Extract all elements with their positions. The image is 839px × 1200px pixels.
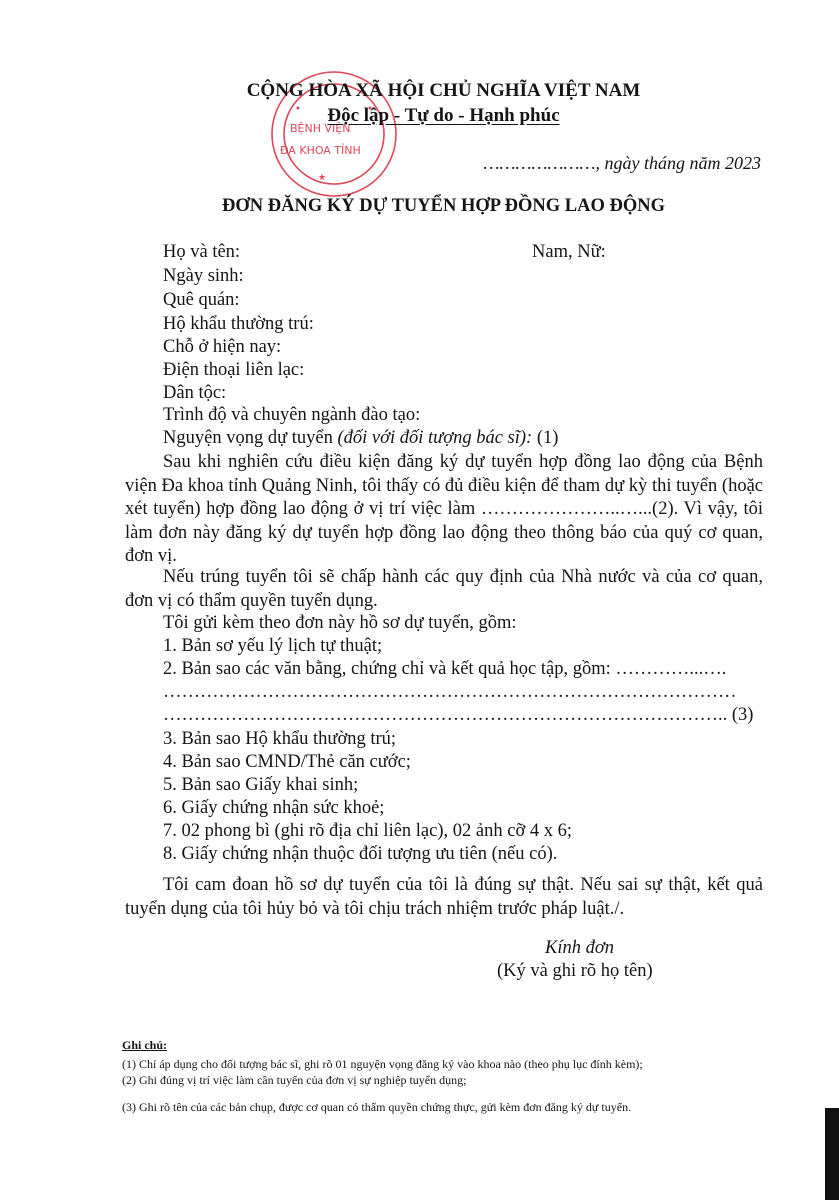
scan-edge-mark [825,1108,839,1200]
field-dob: Ngày sinh: [163,266,244,286]
field-preference: Nguyện vọng dự tuyển (đối với đối tượng bác sĩ): (1) [163,428,559,448]
signature-greeting: Kính đơn [545,938,614,958]
stamp-line-2: ĐA KHOA TỈNH [280,144,361,157]
list-item: 3. Bản sao Hộ khẩu thường trú; [163,729,397,749]
field-current-address: Chỗ ở hiện nay: [163,337,282,357]
field-ethnicity: Dân tộc: [163,383,227,403]
paragraph-eligibility: Sau khi nghiên cứu điều kiện đăng ký dự tuyển hợp đồng lao động của Bệnh viện Đa khoa tỉnh Quảng Ninh, tôi thấy có đủ điều kiện để tham dự kỳ thi tuyển (hoặc xét tuyển) hợp đồng lao động ở vị trí việc làm …………………..…...(2). Vì vậy, tôi làm đơn này đăng ký dự tuyển hợp đồng lao động theo thông báo của quý cơ quan, đơn vị. [125,452,763,567]
stamp-line-1: BỆNH VIỆN [290,122,351,135]
republic-heading: CỘNG HÒA XÃ HỘI CHỦ NGHĨA VIỆT NAM [246,80,641,101]
field-gender: Nam, Nữ: [532,242,606,262]
notes-heading: Ghi chú: [122,1038,168,1052]
list-item-dotted: ………………………………………………………………………………… [163,682,737,702]
paragraph-commitment: Nếu trúng tuyển tôi sẽ chấp hành các quy định của Nhà nước và của cơ quan, đơn vị có thẩm quyền tuyển dụng. [125,567,763,611]
list-item: 4. Bản sao CMND/Thẻ căn cước; [163,752,411,772]
field-name: Họ và tên: [163,242,241,262]
list-item: 2. Bản sao các văn bằng, chứng chỉ và kết quả học tập, gồm: …………...…. [163,659,727,679]
date-line: …………………, ngày tháng năm 2023 [483,153,761,173]
field-residence: Hộ khẩu thường trú: [163,314,314,334]
note-1: (1) Chỉ áp dụng cho đối tượng bác sĩ, ghi rõ 01 nguyện vọng đăng ký vào khoa nào (theo phụ lục đính kèm); [122,1057,643,1071]
svg-text:★: ★ [318,173,327,183]
list-item: 7. 02 phong bì (ghi rõ địa chỉ liên lạc), 02 ảnh cỡ 4 x 6; [163,821,572,841]
list-item: 6. Giấy chứng nhận sức khoẻ; [163,798,385,818]
field-phone: Điện thoại liên lạc: [163,360,305,380]
motto-heading: Độc lập - Tự do - Hạnh phúc [327,105,560,126]
field-education: Trình độ và chuyên ngành đào tạo: [163,405,421,425]
list-item: 8. Giấy chứng nhận thuộc đối tượng ưu tiên (nếu có). [163,844,558,864]
signature-instruction: (Ký và ghi rõ họ tên) [497,961,653,981]
note-3: (3) Ghi rõ tên của các bản chụp, được cơ quan có thẩm quyền chứng thực, gửi kèm đơn đăng ký dự tuyển. [122,1100,632,1114]
list-item-dotted: ……………………………………………………………………………….. (3) [163,705,754,725]
form-title: ĐƠN ĐĂNG KÝ DỰ TUYỂN HỢP ĐỒNG LAO ĐỘNG [222,196,665,216]
field-hometown: Quê quán: [163,290,240,310]
paragraph-attachments-intro: Tôi gửi kèm theo đơn này hồ sơ dự tuyển, gồm: [163,613,517,633]
paragraph-declaration: Tôi cam đoan hồ sơ dự tuyển của tôi là đúng sự thật. Nếu sai sự thật, kết quả tuyển dụng của tôi hủy bỏ và tôi chịu trách nhiệm trước pháp luật./. [125,875,763,919]
note-2: (2) Ghi đúng vị trí việc làm cần tuyển của đơn vị sự nghiệp tuyển dụng; [122,1073,467,1087]
list-item: 5. Bản sao Giấy khai sinh; [163,775,359,795]
list-item: 1. Bản sơ yếu lý lịch tự thuật; [163,636,383,656]
